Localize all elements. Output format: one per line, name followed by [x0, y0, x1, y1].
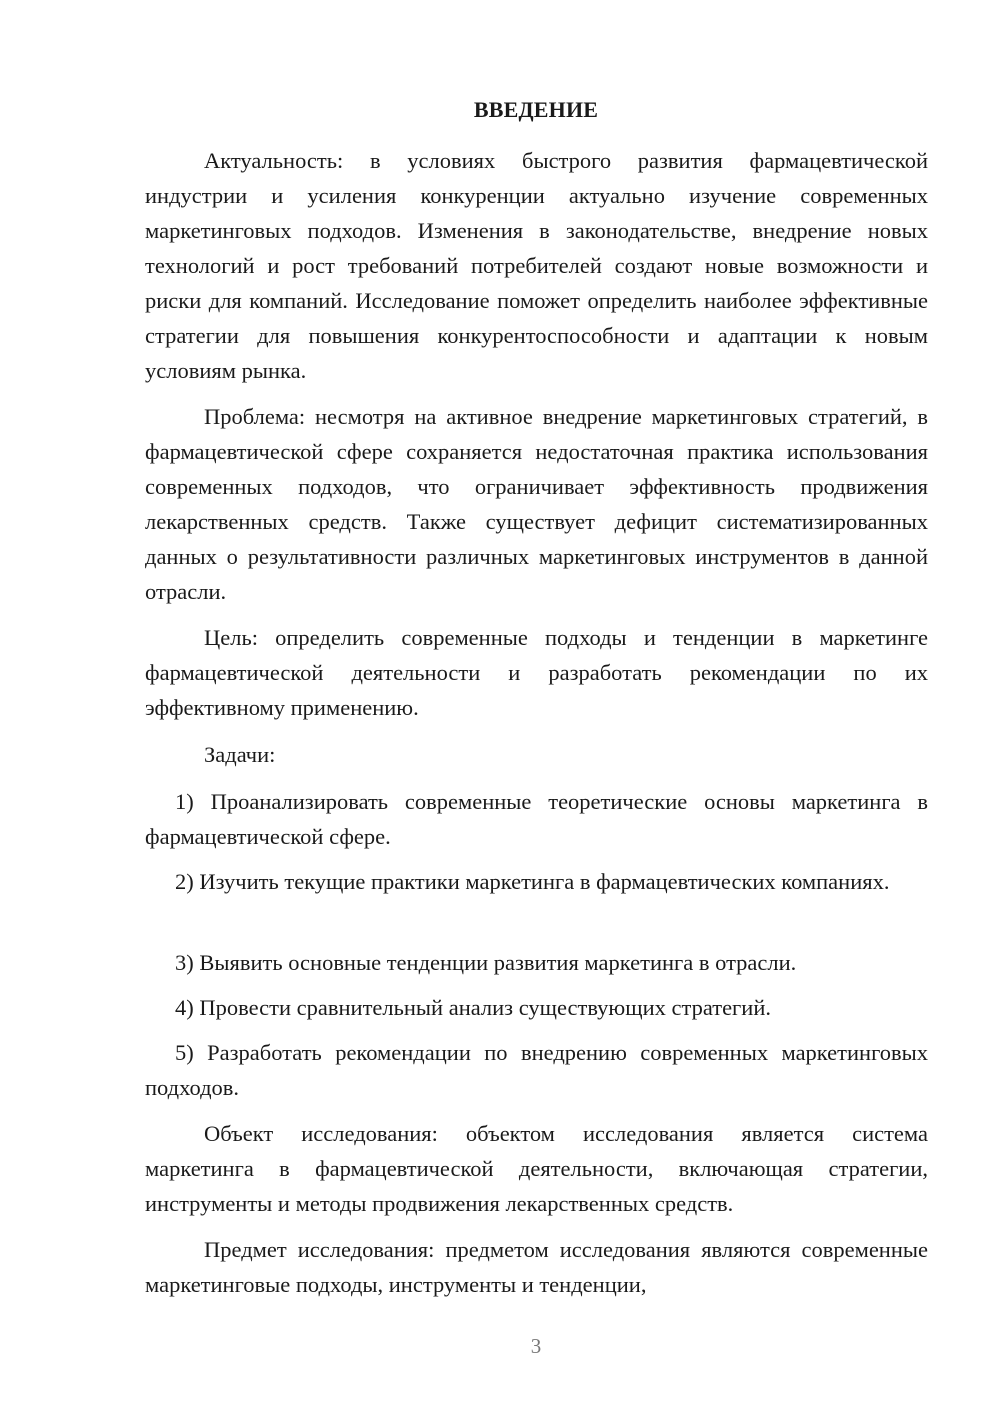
task-item-5: 5) Разработать рекомендации по внедрению современных маркетинговых подходов.	[145, 1040, 928, 1100]
task-item-3: 3) Выявить основные тенденции развития маркетинга в отрасли.	[175, 950, 797, 975]
tasks-heading: Задачи:	[204, 742, 276, 767]
paragraph-problem: Проблема: несмотря на активное внедрение маркетинговых стратегий, в фармацевтической сфере сохраняется недостаточная практика использования современных подходов, что ограничивает эффективность продвижения лекарственных средств. Также существует дефицит систематизированных данных о результативности различных маркетинговых инструментов в данной отрасли.	[145, 404, 928, 604]
paragraph-object: Объект исследования: объектом исследования является система маркетинга в фармацевтической деятельности, включающая стратегии, инструменты и методы продвижения лекарственных средств.	[145, 1121, 928, 1216]
paragraph-goal: Цель: определить современные подходы и тенденции в маркетинге фармацевтической деятельности и разработать рекомендации по их эффективному применению.	[145, 625, 928, 720]
task-item-2: 2) Изучить текущие практики маркетинга в фармацевтических компаниях.	[175, 869, 890, 894]
task-item-1: 1) Проанализировать современные теоретические основы маркетинга в фармацевтической сфере.	[145, 789, 928, 849]
paragraph-relevance: Актуальность: в условиях быстрого развития фармацевтической индустрии и усиления конкуренции актуально изучение современных маркетинговых подходов. Изменения в законодательстве, внедрение новых технологий и рост требований потребителей создают новые возможности и риски для компаний. Исследование поможет определить наиболее эффективные стратегии для повышения конкурентоспособности и адаптации к новым условиям рынка.	[145, 148, 928, 383]
page-number: 3	[530, 1334, 542, 1358]
page-title: ВВЕДЕНИЕ	[473, 97, 599, 122]
task-item-4: 4) Провести сравнительный анализ существующих стратегий.	[175, 995, 771, 1020]
paragraph-subject: Предмет исследования: предметом исследования являются современные маркетинговые подходы, инструменты и тенденции,	[145, 1237, 928, 1297]
